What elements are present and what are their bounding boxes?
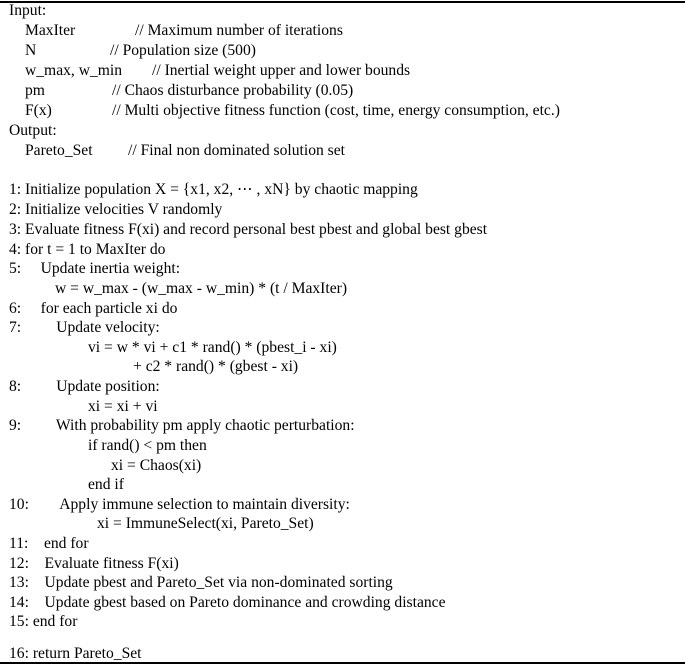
step-11: 11: end for (9, 535, 89, 552)
step-10: 10: Apply immune selection to maintain diversity: (9, 496, 350, 513)
param-fx-comment: // Multi objective fitness function (cost, time, energy consumption, etc.) (112, 102, 560, 119)
step-2: 2: Initialize velocities V randomly (9, 201, 223, 218)
param-maxiter-comment: // Maximum number of iterations (135, 22, 343, 39)
param-maxiter: MaxIter (25, 22, 76, 39)
step-6: 6: for each particle xi do (9, 300, 178, 317)
param-w-bounds-comment: // Inertial weight upper and lower bounds (152, 62, 411, 79)
step-7-formula-line1: vi = w * vi + c1 * rand() * (pbest_i - xi) (88, 339, 337, 356)
step-10-formula: xi = ImmuneSelect(xi, Pareto_Set) (97, 515, 314, 532)
bottom-rule (0, 662, 685, 664)
step-5-formula: w = w_max - (w_max - w_min) * (t / MaxIter) (55, 280, 348, 297)
step-13: 13: Update pbest and Pareto_Set via non-dominated sorting (9, 574, 393, 591)
step-9-endif: end if (88, 476, 124, 493)
step-9-chaos: xi = Chaos(xi) (111, 457, 202, 474)
output-pareto-set: Pareto_Set (25, 142, 93, 159)
step-4: 4: for t = 1 to MaxIter do (9, 241, 166, 258)
step-12: 12: Evaluate fitness F(xi) (9, 555, 179, 572)
output-header: Output: (9, 122, 57, 139)
input-header: Input: (9, 2, 47, 19)
param-n: N (25, 42, 37, 59)
param-pm-comment: // Chaos disturbance probability (0.05) (112, 82, 354, 99)
param-n-comment: // Population size (500) (110, 42, 256, 59)
param-pm: pm (25, 82, 45, 99)
top-rule (0, 1, 685, 3)
step-9: 9: With probability pm apply chaotic perturbation: (9, 417, 355, 434)
step-9-if: if rand() < pm then (88, 437, 207, 454)
step-8: 8: Update position: (9, 378, 160, 395)
step-7-formula-line2: + c2 * rand() * (gbest - xi) (133, 358, 299, 375)
step-1: 1: Initialize population X = {x1, x2, ⋯ , xN} by chaotic mapping (9, 181, 418, 198)
step-8-formula: xi = xi + vi (88, 398, 158, 415)
step-5: 5: Update inertia weight: (9, 260, 181, 277)
param-fx: F(x) (25, 102, 52, 119)
output-pareto-set-comment: // Final non dominated solution set (128, 142, 346, 159)
param-w-bounds: w_max, w_min (25, 62, 123, 79)
step-7: 7: Update velocity: (9, 319, 160, 336)
step-3: 3: Evaluate fitness F(xi) and record personal best pbest and global best gbest (9, 221, 488, 238)
step-14: 14: Update gbest based on Pareto dominance and crowding distance (9, 594, 446, 611)
step-16: 16: return Pareto_Set (9, 645, 142, 662)
step-15: 15: end for (9, 613, 78, 630)
